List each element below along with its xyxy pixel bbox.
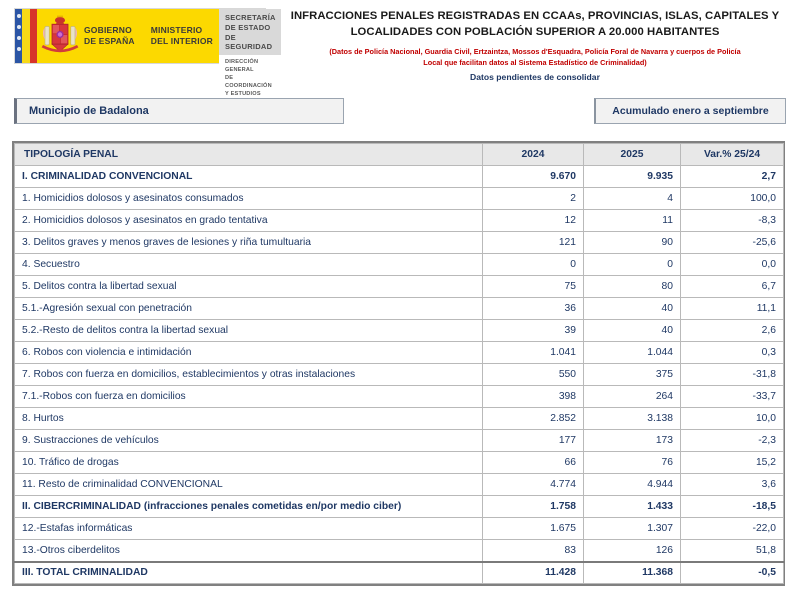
cell-2024: 83 bbox=[483, 540, 584, 562]
table-row bbox=[15, 452, 784, 474]
row-label: 5.1.-Agresión sexual con penetración bbox=[15, 298, 483, 320]
cell-2024: 550 bbox=[483, 364, 584, 386]
row-label: 4. Secuestro bbox=[15, 254, 483, 276]
row-label: 7. Robos con fuerza en domicilios, establecimientos y otras instalaciones bbox=[15, 364, 483, 386]
spain-coat-of-arms-icon bbox=[39, 14, 81, 58]
cell-variation: 10,0 bbox=[681, 408, 784, 430]
cell-2024: 2.852 bbox=[483, 408, 584, 430]
row-label: 6. Robos con violencia e intimidación bbox=[15, 342, 483, 364]
cell-2025: 80 bbox=[584, 276, 681, 298]
municipality-label: Municipio de Badalona bbox=[29, 105, 149, 117]
cell-variation: 51,8 bbox=[681, 540, 784, 562]
cell-2025: 0 bbox=[584, 254, 681, 276]
row-label: II. CIBERCRIMINALIDAD (infracciones penales cometidas en/por medio ciber) bbox=[15, 496, 483, 518]
cell-2025: 1.044 bbox=[584, 342, 681, 364]
column-header-2024: 2024 bbox=[483, 144, 584, 166]
cell-2025: 9.935 bbox=[584, 166, 681, 188]
logo-secretariat-panel bbox=[219, 9, 281, 98]
period-label: Acumulado enero a septiembre bbox=[612, 105, 769, 117]
cell-2025: 4 bbox=[584, 188, 681, 210]
cell-variation: -0,5 bbox=[681, 562, 784, 584]
cell-2025: 76 bbox=[584, 452, 681, 474]
cell-variation: -18,5 bbox=[681, 496, 784, 518]
column-header-typology: TIPOLOGÍA PENAL bbox=[15, 144, 483, 166]
cell-2024: 36 bbox=[483, 298, 584, 320]
table-row bbox=[15, 276, 784, 298]
cell-variation: -22,0 bbox=[681, 518, 784, 540]
logo-yellow-panel bbox=[37, 9, 144, 63]
cell-variation: -31,8 bbox=[681, 364, 784, 386]
table-row bbox=[15, 496, 784, 518]
table-row bbox=[15, 320, 784, 342]
cell-2024: 1.041 bbox=[483, 342, 584, 364]
row-label: 8. Hurtos bbox=[15, 408, 483, 430]
row-label: 5.2.-Resto de delitos contra la libertad sexual bbox=[15, 320, 483, 342]
table-row bbox=[15, 430, 784, 452]
table-header-row bbox=[15, 144, 784, 166]
table-row bbox=[15, 298, 784, 320]
cell-2024: 121 bbox=[483, 232, 584, 254]
page-title: INFRACCIONES PENALES REGISTRADAS EN CCAAs, PROVINCIAS, ISLAS, CAPITALES Y LOCALIDADES CON POBLACIÓN SUPERIOR A 20.000 HABITANTES bbox=[290, 10, 780, 38]
cell-variation: 2,7 bbox=[681, 166, 784, 188]
table-row bbox=[15, 540, 784, 562]
cell-2025: 40 bbox=[584, 320, 681, 342]
logo-direction-text: DIRECCIÓN GENERAL DE COORDINACIÓN Y ESTUDIOS bbox=[219, 55, 281, 102]
table-row bbox=[15, 166, 784, 188]
cell-2025: 1.433 bbox=[584, 496, 681, 518]
cell-2024: 4.774 bbox=[483, 474, 584, 496]
table-row bbox=[15, 210, 784, 232]
row-label: 1. Homicidios dolosos y asesinatos consumados bbox=[15, 188, 483, 210]
table-row bbox=[15, 364, 784, 386]
column-header-2025: 2025 bbox=[584, 144, 681, 166]
data-source-note: (Datos de Policía Nacional, Guardia Civil, Ertzaintza, Mossos d'Esquadra, Policía Foral de Navarra y cuerpos de Policía Local que facilitan datos al Sistema Estadístico de Criminalidad) bbox=[329, 47, 741, 67]
government-logo bbox=[14, 8, 276, 98]
cell-variation: 2,6 bbox=[681, 320, 784, 342]
cell-2025: 1.307 bbox=[584, 518, 681, 540]
cell-variation: 0,0 bbox=[681, 254, 784, 276]
row-label: 2. Homicidios dolosos y asesinatos en grado tentativa bbox=[15, 210, 483, 232]
crime-statistics-table-container bbox=[12, 141, 785, 586]
cell-2024: 66 bbox=[483, 452, 584, 474]
cell-2025: 11.368 bbox=[584, 562, 681, 584]
cell-2024: 39 bbox=[483, 320, 584, 342]
table-row bbox=[15, 232, 784, 254]
pending-consolidation-note: Datos pendientes de consolidar bbox=[470, 71, 600, 82]
cell-2025: 3.138 bbox=[584, 408, 681, 430]
row-label: 11. Resto de criminalidad CONVENCIONAL bbox=[15, 474, 483, 496]
cell-variation: 11,1 bbox=[681, 298, 784, 320]
cell-2024: 177 bbox=[483, 430, 584, 452]
cell-2024: 11.428 bbox=[483, 562, 584, 584]
table-row bbox=[15, 386, 784, 408]
cell-2025: 11 bbox=[584, 210, 681, 232]
table-body bbox=[15, 166, 784, 584]
cell-variation: -8,3 bbox=[681, 210, 784, 232]
cell-variation: 0,3 bbox=[681, 342, 784, 364]
row-label: III. TOTAL CRIMINALIDAD bbox=[15, 562, 483, 584]
cell-variation: -25,6 bbox=[681, 232, 784, 254]
table-row bbox=[15, 342, 784, 364]
cell-variation: 3,6 bbox=[681, 474, 784, 496]
row-label: 10. Tráfico de drogas bbox=[15, 452, 483, 474]
cell-2024: 2 bbox=[483, 188, 584, 210]
cell-2025: 264 bbox=[584, 386, 681, 408]
row-label: I. CRIMINALIDAD CONVENCIONAL bbox=[15, 166, 483, 188]
table-row bbox=[15, 254, 784, 276]
cell-variation: -2,3 bbox=[681, 430, 784, 452]
cell-2025: 4.944 bbox=[584, 474, 681, 496]
cell-2025: 375 bbox=[584, 364, 681, 386]
selector-bar bbox=[0, 98, 800, 124]
cell-variation: -33,7 bbox=[681, 386, 784, 408]
period-selector[interactable] bbox=[594, 98, 786, 124]
row-label: 5. Delitos contra la libertad sexual bbox=[15, 276, 483, 298]
logo-government-text: GOBIERNO DE ESPAÑA bbox=[84, 25, 135, 46]
cell-2024: 12 bbox=[483, 210, 584, 232]
cell-variation: 100,0 bbox=[681, 188, 784, 210]
table-row bbox=[15, 408, 784, 430]
row-label: 3. Delitos graves y menos graves de lesiones y riña tumultuaria bbox=[15, 232, 483, 254]
logo-ministry-panel bbox=[144, 9, 219, 63]
row-label: 13.-Otros ciberdelitos bbox=[15, 540, 483, 562]
logo-ministry-text: MINISTERIO DEL INTERIOR bbox=[150, 25, 213, 46]
cell-2024: 9.670 bbox=[483, 166, 584, 188]
crime-statistics-table bbox=[14, 143, 784, 584]
cell-2025: 90 bbox=[584, 232, 681, 254]
spain-flag-mark bbox=[15, 9, 37, 63]
row-label: 12.-Estafas informáticas bbox=[15, 518, 483, 540]
table-row bbox=[15, 562, 784, 584]
cell-variation: 6,7 bbox=[681, 276, 784, 298]
table-row bbox=[15, 474, 784, 496]
table-row bbox=[15, 188, 784, 210]
table-row bbox=[15, 518, 784, 540]
cell-2025: 173 bbox=[584, 430, 681, 452]
logo-secretariat-text: SECRETARÍA DE ESTADO DE SEGURIDAD bbox=[219, 9, 281, 55]
municipality-selector[interactable] bbox=[14, 98, 344, 124]
cell-2024: 1.758 bbox=[483, 496, 584, 518]
cell-variation: 15,2 bbox=[681, 452, 784, 474]
row-label: 9. Sustracciones de vehículos bbox=[15, 430, 483, 452]
row-label: 7.1.-Robos con fuerza en domicilios bbox=[15, 386, 483, 408]
cell-2024: 1.675 bbox=[483, 518, 584, 540]
cell-2024: 75 bbox=[483, 276, 584, 298]
cell-2024: 0 bbox=[483, 254, 584, 276]
column-header-variation: Var.% 25/24 bbox=[681, 144, 784, 166]
cell-2024: 398 bbox=[483, 386, 584, 408]
cell-2025: 126 bbox=[584, 540, 681, 562]
title-block bbox=[276, 9, 794, 82]
page-header bbox=[0, 0, 800, 98]
cell-2025: 40 bbox=[584, 298, 681, 320]
